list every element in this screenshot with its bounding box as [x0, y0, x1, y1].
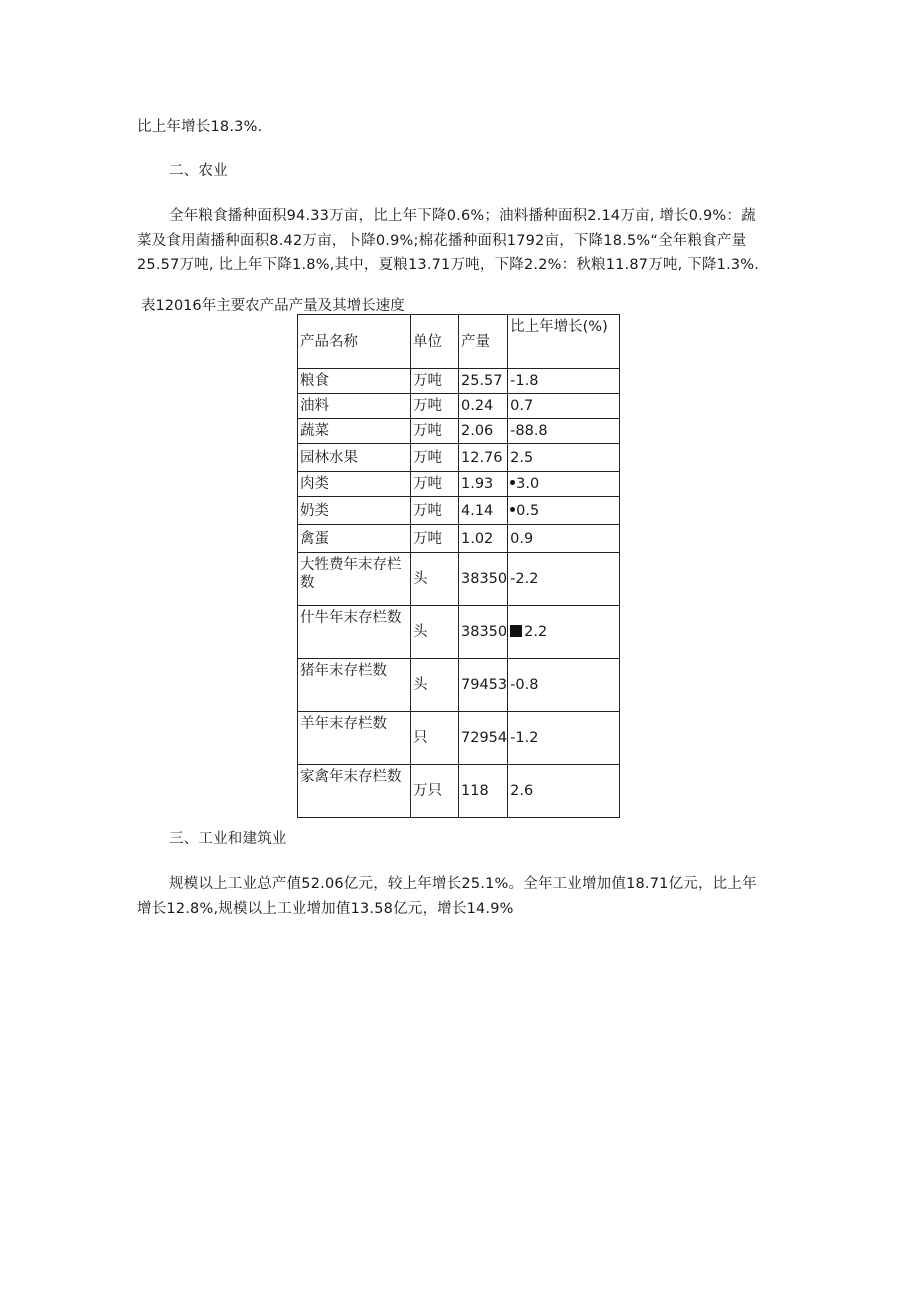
cell-name: 油料 — [298, 394, 411, 419]
industry-paragraph-line-2: 增长12.8%,规模以上工业增加值13.58亿元，增长14.9% — [137, 901, 514, 917]
cell-growth — [508, 472, 620, 497]
cell-growth: -2.2 — [508, 553, 620, 606]
cell-growth: 2.6 — [508, 765, 620, 818]
cell-name: 园林水果 — [298, 444, 411, 472]
cell-output: 25.57 — [459, 369, 508, 394]
table-row — [298, 419, 620, 444]
cell-name: 肉类 — [298, 472, 411, 497]
cell-growth-value: 2.2 — [524, 624, 548, 640]
cell-growth: -1.8 — [508, 369, 620, 394]
table-caption: 表12016年主要农产品产量及其增长速度 — [141, 298, 405, 314]
table-row — [298, 394, 620, 419]
cell-output: 38350 — [459, 606, 508, 659]
cell-unit: 万吨 — [411, 444, 459, 472]
cell-name: 什牛年末存栏数 — [298, 606, 411, 659]
cell-unit: 头 — [411, 553, 459, 606]
table-row — [298, 765, 620, 818]
cell-growth: -88.8 — [508, 419, 620, 444]
cell-name: 蔬菜 — [298, 419, 411, 444]
cell-name: 大牲费年末存栏数 — [298, 553, 411, 606]
cell-unit: 万吨 — [411, 394, 459, 419]
cell-output: 0.24 — [459, 394, 508, 419]
table-row — [298, 497, 620, 525]
cell-unit: 头 — [411, 659, 459, 712]
cell-output: 2.06 — [459, 419, 508, 444]
table-row — [298, 553, 620, 606]
header-product-name: 产品名称 — [298, 315, 411, 369]
agriculture-paragraph-line-3: 25.57万吨, 比上年下降1.8%,其中，夏粮13.71万吨，下降2.2%：秋粮11.87万吨, 下降1.3%. — [137, 257, 760, 273]
table-row — [298, 369, 620, 394]
cell-output: 4.14 — [459, 497, 508, 525]
cell-name: 粮食 — [298, 369, 411, 394]
cell-unit: 万吨 — [411, 497, 459, 525]
section-heading-industry: 三、工业和建筑业 — [169, 831, 287, 847]
table-row — [298, 472, 620, 497]
agriculture-paragraph-line-1: 全年粮食播种面积94.33万亩，比上年下降0.6%；油料播种面积2.14万亩, 增长0.9%：蔬 — [169, 208, 756, 224]
table-header-row — [298, 315, 620, 369]
agri-products-table — [297, 314, 620, 818]
cell-output: 118 — [459, 765, 508, 818]
cell-growth-value: 0.5 — [516, 502, 540, 519]
bullet-mark-icon — [510, 507, 515, 512]
cell-growth — [508, 497, 620, 525]
cell-output: 1.93 — [459, 472, 508, 497]
cell-name: 猪年末存栏数 — [298, 659, 411, 712]
cell-growth — [508, 606, 620, 659]
table-row — [298, 606, 620, 659]
header-growth: 比上年增长(%) — [508, 315, 620, 369]
cell-output: 38350 — [459, 553, 508, 606]
cell-unit: 万吨 — [411, 525, 459, 553]
industry-paragraph-line-1: 规模以上工业总产值52.06亿元，较上年增长25.1%。全年工业增加值18.71亿元，比上年 — [169, 876, 757, 892]
table-row — [298, 712, 620, 765]
cell-name: 禽蛋 — [298, 525, 411, 553]
cell-growth: 2.5 — [508, 444, 620, 472]
cell-unit: 万吨 — [411, 369, 459, 394]
cell-unit: 头 — [411, 606, 459, 659]
cell-unit: 万吨 — [411, 419, 459, 444]
cell-growth: -0.8 — [508, 659, 620, 712]
header-output: 产量 — [459, 315, 508, 369]
cell-unit: 万吨 — [411, 472, 459, 497]
cell-output: 1.02 — [459, 525, 508, 553]
cell-growth-value: 3.0 — [516, 476, 540, 492]
table-row — [298, 525, 620, 553]
table-row — [298, 444, 620, 472]
cell-name: 奶类 — [298, 497, 411, 525]
cell-growth: 0.7 — [508, 394, 620, 419]
cell-unit: 万只 — [411, 765, 459, 818]
header-unit: 单位 — [411, 315, 459, 369]
cell-name: 羊年末存栏数 — [298, 712, 411, 765]
cell-unit: 只 — [411, 712, 459, 765]
cell-output: 72954 — [459, 712, 508, 765]
black-square-icon — [510, 625, 522, 637]
paragraph-fragment: 比上年增长18.3%. — [137, 119, 263, 135]
bullet-mark-icon — [510, 480, 515, 485]
cell-growth: -1.2 — [508, 712, 620, 765]
section-heading-agriculture: 二、农业 — [169, 163, 228, 179]
agriculture-paragraph-line-2: 菜及食用菌播种面积8.42万亩，卜降0.9%;棉花播种面积1792亩，下降18.5%“全年粮食产量 — [137, 233, 747, 249]
table-row — [298, 659, 620, 712]
cell-growth: 0.9 — [508, 525, 620, 553]
cell-name: 家禽年末存栏数 — [298, 765, 411, 818]
cell-output: 12.76 — [459, 444, 508, 472]
cell-output: 79453 — [459, 659, 508, 712]
